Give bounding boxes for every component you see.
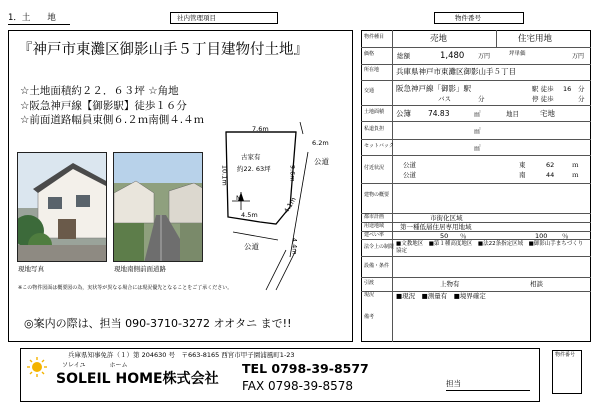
tsubo-unit: 万円 [572,53,585,60]
value-address: 兵庫県神戸市東灘区御影山手５丁目 [396,67,516,76]
headline-title: 『神戸市東灘区御影山手５丁目建物付土地』 [18,42,308,58]
plan-house-label: 古家有 [241,153,261,161]
label-private-road: 私道負担 [364,126,385,132]
plan-road-east: 公道 [314,157,329,166]
bus-walk-label: 停 徒歩 [532,95,554,103]
label-city-plan: 都市計画 [364,214,385,220]
road-width-1: 62 [546,161,555,169]
label-remarks: 備考 [364,314,375,320]
company-tel: TEL 0798-39-8577 [242,361,369,376]
road-label-1: 公道 [403,161,416,169]
road-photo [113,152,203,262]
license-line: 兵庫県知事免許（１）第 204630 号 〒663-8165 西宮市甲子園浦風町1-23 [68,351,295,359]
plan-corner-dim: 4.1m [282,195,298,215]
label-law: 法令上の制限 [364,244,395,250]
price-unit: 万円 [478,53,491,60]
mgmt-date-label: 社内管理項目 [177,14,216,22]
value-chimoku: 宅地 [540,109,555,118]
value-land-area: 74.83 [428,109,450,118]
value-remarks: ■現況 ■測量有 ■境界確定 [396,292,486,300]
label-coverage: 建ぺい率 [364,232,385,238]
plan-bottom-dim: 4.5m [241,211,258,219]
value-status: 相談 [530,280,543,288]
coverage-pct: ％ [460,232,467,240]
label-zoning: 用途地域 [364,223,385,229]
plan-right-road-dim: 6.2m [312,139,329,147]
private-unit: ㎡ [474,127,481,135]
plan-left-dim: 10.1m [220,164,229,186]
value-price: 1,480 [440,51,465,61]
bus-label: バス [438,95,451,103]
staff-label: 担当 [446,379,461,388]
staff-line [446,390,530,391]
value-coverage: 50 [440,232,449,240]
value-handover: 上物有 [440,280,460,288]
company-kana: ソレイユ ホーム [62,362,128,369]
value-zoning: 第一種低層住居専用地域 [400,223,472,231]
company-name: SOLEIL HOME株式会社 [56,371,219,387]
property-no-box [434,12,524,24]
site-plan [208,122,350,297]
label-surroundings: 付近状況 [364,165,385,171]
plan-note: ※この物件図面は概要図の為，実状等が異なる場合には現況優先となることをご了承ください。 [18,285,233,291]
label-facilities: 設備・条件 [364,263,390,269]
company-fax: FAX 0798-39-8578 [242,379,354,393]
label-land-area: 土地面積 [364,109,385,115]
plan-top-dim: 7.6m [252,125,269,133]
plan-lower-road-dim: 4.4m [290,237,299,255]
site-photo-caption: 現地写真 [18,265,44,273]
headline-point-3: ☆前面道路幅員東側６.２ｍ南側４.４ｍ [20,114,205,126]
label-setback: セットバック [364,143,394,149]
road-dir-1: 東 [519,161,526,169]
label-status: 現況 [364,292,375,298]
label-kind: 物件種目 [364,34,385,40]
walk-min: 16 [563,85,572,93]
headline-point-2: ☆阪急神戸線【御影駅】徒歩１６分 [20,100,187,112]
stamp-box [552,350,582,394]
road-photo-caption: 現地南側前面道路 [114,265,166,273]
property-no-label: 物件番号 [455,14,481,22]
walk-unit: 分 [578,85,585,93]
road-photo-image [114,153,203,262]
label-price: 価格 [364,51,375,57]
value-law: ■文教地区 ■第１種高度地区 ■法22条指定区域 ■御影山手まちづくり協定 [396,241,584,255]
value-far: 100 [535,232,548,240]
value-kind2: 住宅用地 [518,34,553,44]
property-category: 1．土 地 [8,13,56,23]
site-photo-image [18,153,107,262]
bus-unit: 分 [478,95,485,103]
road-unit-1: ｍ [572,161,579,169]
label-transport: 交通 [364,88,375,94]
bus-walk-unit: 分 [578,95,585,103]
value-station: 阪急神戸線「御影」駅 [396,84,471,93]
plan-road-south: 公道 [244,242,259,251]
north-arrow [232,192,250,210]
contact-line: ◎案内の際は、担当 090-3710-3272 オオタニ まで!! [24,317,292,330]
setback-unit: ㎡ [474,144,481,152]
plan-diag-dim: 9.6m [288,164,297,182]
headline-point-1: ☆土地面積約２２．６３坪 ☆角地 [20,85,179,97]
sun-logo-icon [26,356,48,378]
site-photo [17,152,107,262]
category-underline [8,24,70,25]
land-unit: ㎡ [474,110,481,118]
road-width-2: 44 [546,171,555,179]
value-kind: 売地 [430,34,448,44]
chimoku-label: 地目 [506,110,519,118]
mgmt-date-box [170,12,278,24]
road-dir-2: 南 [519,171,526,179]
price-total-label: 総額 [397,52,410,60]
walk-label: 駅 徒歩 [532,85,554,93]
label-address: 所在地 [364,67,380,73]
label-building: 建物の概要 [364,192,390,198]
far-pct: ％ [562,232,569,240]
label-handover: 引渡 [364,280,375,286]
road-unit-2: ｍ [572,171,579,179]
plan-area-label: 約22. 63坪 [237,165,271,173]
plan-north-label: N [236,194,241,202]
land-kind: 公簿 [396,109,411,118]
details-label-column [392,30,393,342]
tsubo-label: 坪単価 [509,51,526,57]
value-city-plan: 市街化区域 [430,214,463,222]
road-label-2: 公道 [403,171,416,179]
stamp-label: 物件番号 [555,352,576,358]
